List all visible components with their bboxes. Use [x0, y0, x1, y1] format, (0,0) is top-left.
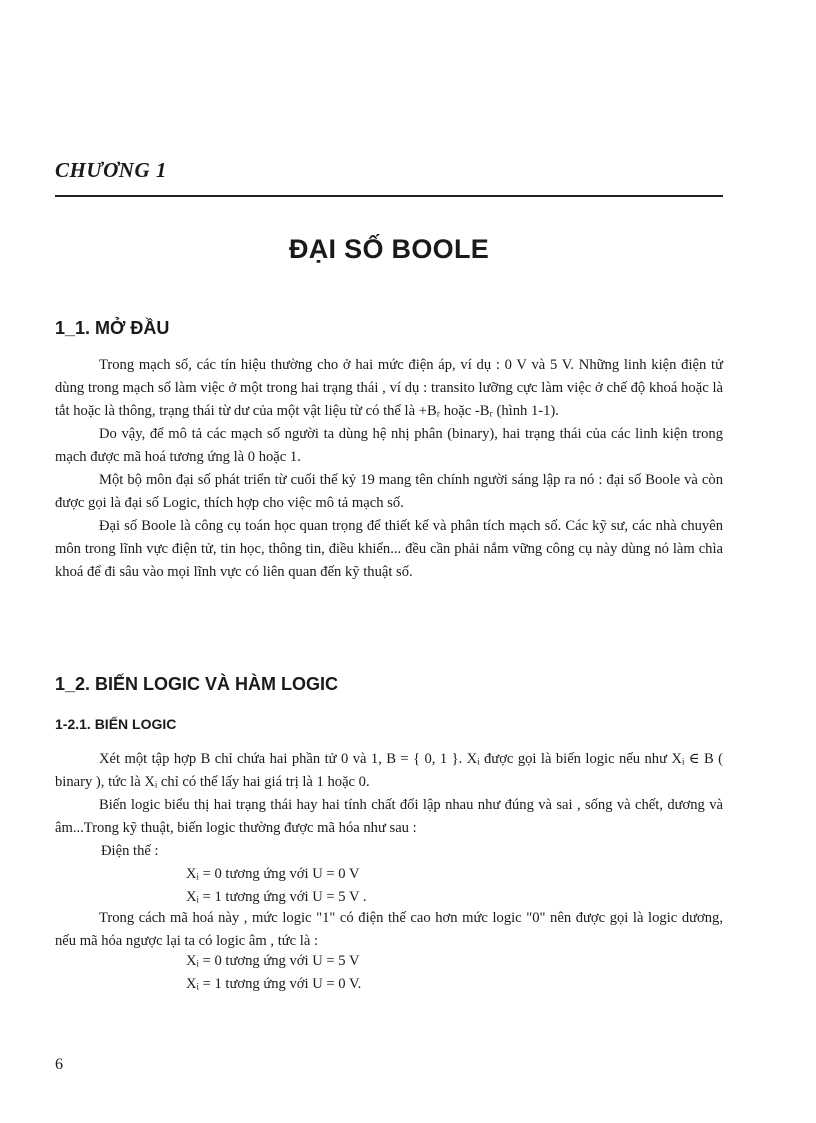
chapter-title: ĐẠI SỐ BOOLE: [288, 234, 490, 264]
voltage-label: Điện thế :: [101, 843, 159, 859]
section-2-heading: 1_2. BIẾN LOGIC VÀ HÀM LOGIC: [55, 674, 339, 694]
page-number: 6: [55, 1056, 63, 1073]
subsection-paragraph: Biến logic biểu thị hai trạng thái hay hai tính chất đối lập nhau như đúng và sai , sống và chết, dương và âm...Trong kỹ thuật, biến logic thường được mã hóa như sau :: [55, 797, 723, 836]
section-1-paragraph: Trong mạch số, các tín hiệu thường cho ở hai mức điện áp, ví dụ : 0 V và 5 V. Những linh kiện điện tử dùng trong mạch số làm việc ở một trong hai trạng thái , ví dụ : transito lưỡng cực làm việc ở chế độ khoá hoặc là tắt hoặc là thông, trạng thái từ dư của một vật liệu từ có thể là +Bᵣ hoặc -Bᵣ (hình 1-1).: [55, 357, 723, 419]
encoding-positive-line: Xᵢ = 0 tương ứng với U = 0 V: [186, 866, 360, 882]
subsection-paragraph: Xét một tập hợp B chỉ chứa hai phần tử 0 và 1, B = { 0, 1 }. Xᵢ được gọi là biến logic nếu như Xᵢ ∈ B ( binary ), tức là Xᵢ chỉ có thể lấy hai giá trị là 1 hoặc 0.: [55, 751, 723, 790]
subsection-body: [55, 748, 723, 840]
section-1-paragraph: Đại số Boole là công cụ toán học quan trọng để thiết kế và phân tích mạch số. Các kỹ sư, các nhà chuyên môn trong lĩnh vực điện tử, tin học, thông tin, điều khiển... đều cần phải nắm vững công cụ này dùng nó làm chìa khoá để đi sâu vào mọi lĩnh vực có liên quan đến kỹ thuật số.: [55, 518, 723, 580]
encoding-positive-line: Xᵢ = 1 tương ứng với U = 5 V .: [186, 889, 367, 905]
subsection-heading: 1-2.1. BIẾN LOGIC: [55, 716, 177, 732]
subsection-paragraph-after: [55, 907, 723, 953]
chapter-rule: [55, 195, 723, 197]
section-1-paragraph: Do vậy, để mô tả các mạch số người ta dùng hệ nhị phân (binary), hai trạng thái của các linh kiện trong mạch được mã hoá tương ứng là 0 hoặc 1.: [55, 426, 723, 465]
section-1-paragraph: Một bộ môn đại số phát triển từ cuối thế kỷ 19 mang tên chính người sáng lập ra nó : đại số Boole và còn được gọi là đại số Logic, thích hợp cho việc mô tả mạch số.: [55, 472, 723, 511]
encoding-negative-line: Xᵢ = 1 tương ứng với U = 0 V.: [186, 976, 362, 992]
chapter-label: CHƯƠNG 1: [55, 158, 167, 182]
section-1-heading: 1_1. MỞ ĐẦU: [55, 318, 170, 338]
encoding-negative-line: Xᵢ = 0 tương ứng với U = 5 V: [186, 953, 360, 969]
section-1-body: [55, 354, 723, 584]
subsection-paragraph: Trong cách mã hoá này , mức logic "1" có điện thế cao hơn mức logic "0" nên được gọi là logic dương, nếu mã hóa ngược lại ta có logic âm , tức là :: [55, 910, 723, 949]
